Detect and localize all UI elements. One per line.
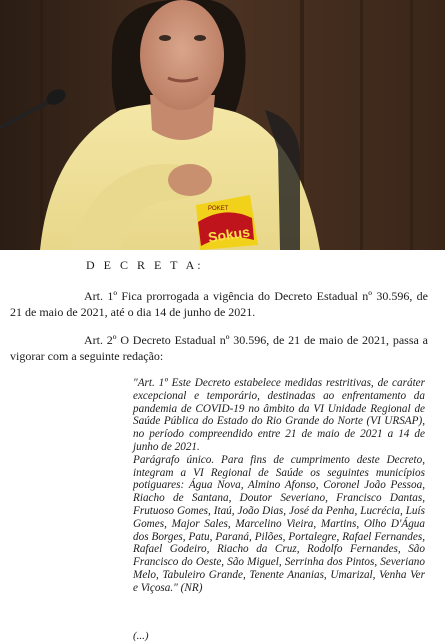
photo — [0, 0, 445, 250]
decree-heading: D E C R E T A: — [86, 258, 204, 272]
article-1-text: Art. 1º Fica prorrogada a vigência do Decreto Estadual nº 30.596, de 21 de maio de 2021, até o dia 14 de junho de 2021. — [10, 289, 428, 319]
photo-illustration — [0, 0, 445, 250]
article-1 — [10, 288, 428, 320]
snack-bag-brand: Sokus — [207, 223, 251, 246]
quoted-article-1 — [133, 377, 425, 595]
quoted-article-1-text: "Art. 1º Este Decreto estabelece medidas restritivas, de caráter excepcional e temporário, destinadas ao enfrentamento da pandemia de COVID-19 no âmbito da VI Unidade Regional de Saúde Pública do Estado do Rio Grande do Norte (VI URSAP), no período compreendido entre 21 de maio de 2021 a 14 de junho de 2021. — [133, 377, 425, 453]
snack-bag-top-text: POKET — [208, 206, 229, 212]
article-2 — [10, 332, 428, 364]
quoted-paragraph-unico: Parágrafo único. Para fins de cumprimento deste Decreto, integram a VI Regional de Saúde os seguintes municípios potiguares: Água Nova, Almino Afonso, Coronel João Pessoa, Riacho de Santana, Doutor Severiano, Francisco Dantas, Frutuoso Gomes, Itaú, João Dias, José da Penha, Lucrécia, Luís Gomes, Major Sales, Marcelino Vieira, Martins, Olho D'Água dos Borges, Patu, Paraná, Pilões, Portalegre, Rafael Fernandes, Rafael Godeiro, Riacho da Cruz, Rodolfo Fernandes, São Francisco do Oeste, São Miguel, Serrinha dos Pintos, Severiano Melo, Tabuleiro Grande, Tenente Ananias, Umarizal, Venha Ver e Viçosa." (NR) — [133, 453, 425, 594]
decree-document — [0, 250, 445, 640]
ellipsis: (...) — [133, 630, 149, 642]
article-2-text: Art. 2º O Decreto Estadual nº 30.596, de 21 de maio de 2021, passa a vigorar com a seguinte redação: — [10, 333, 428, 363]
